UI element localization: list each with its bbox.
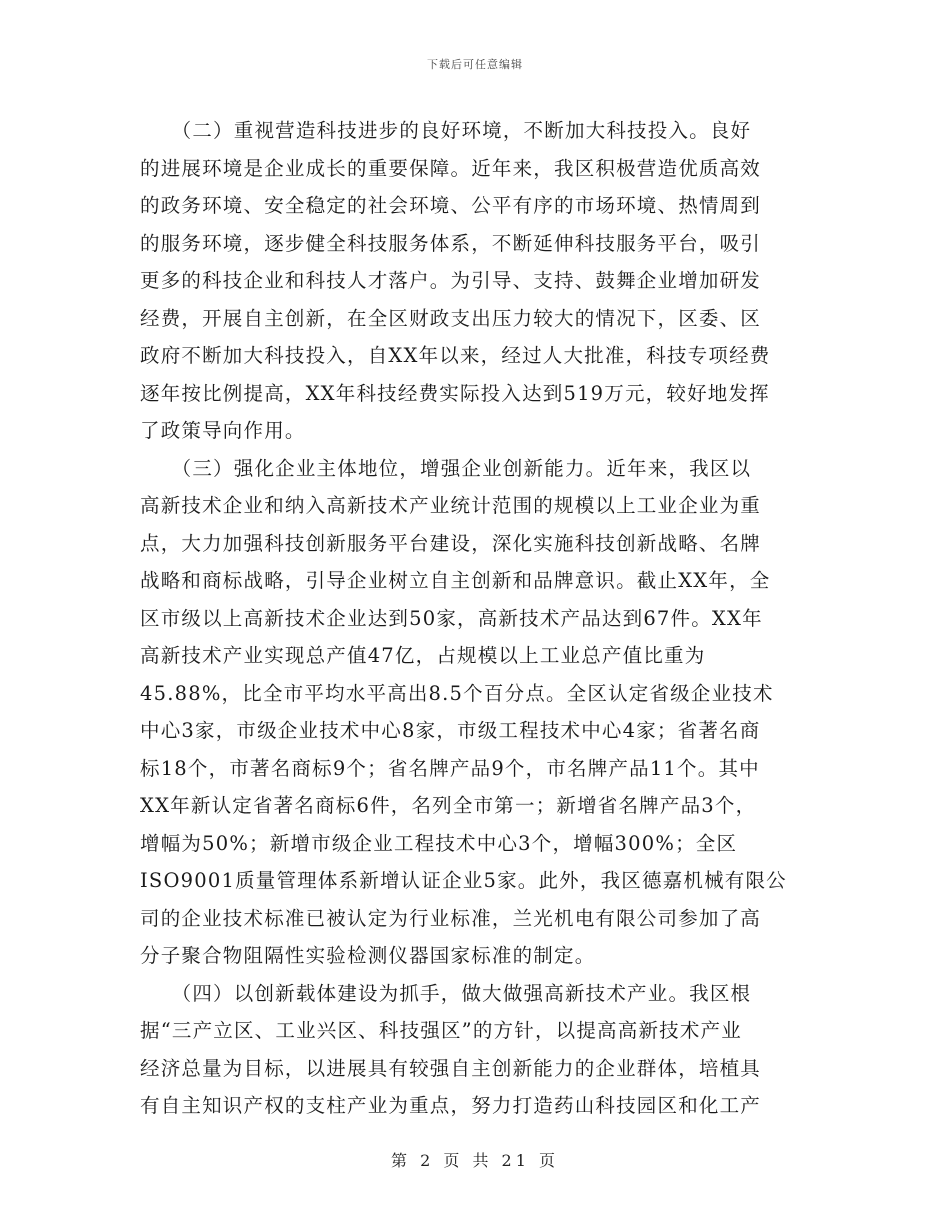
text-line: 更多的科技企业和科技人才落户。为引导、支持、鼓舞企业增加研发 (140, 269, 762, 292)
text-line: （三）强化企业主体地位，增强企业创新能力。近年来，我区以 (140, 456, 752, 480)
text-line: 分子聚合物阻隔性实验检测仪器国家标准的制定。 (140, 944, 596, 967)
page-header-note: 下载后可任意编辑 (427, 58, 523, 71)
text-line: 的服务环境，逐步健全科技服务体系，不断延伸科技服务平台，吸引 (140, 231, 762, 255)
text-line: 区市级以上高新技术企业达到50家，高新技术产品达到67件。XX年 (140, 606, 763, 630)
page-number: 第 2 页 共 21 页 (391, 1151, 559, 1170)
text-line: 高新技术产业实现总产值47亿，占规模以上工业总产值比重为 (140, 644, 706, 667)
document-body (140, 112, 812, 1125)
text-line: 经费，开展自主创新，在全区财政支出压力较大的情况下，区委、区 (140, 306, 762, 330)
text-line: 据“三产立区、工业兴区、科技强区”的方针，以提高高新技术产业 (140, 1019, 742, 1042)
text-line: 有自主知识产权的支柱产业为重点，努力打造药山科技园区和化工产 (140, 1094, 762, 1117)
text-line: 经济总量为目标，以进展具有较强自主创新能力的企业群体，培植具 (140, 1056, 762, 1080)
text-line: 点，大力加强科技创新服务平台建设，深化实施科技创新战略、名牌 (140, 531, 762, 555)
text-line: 标18个，市著名商标9个；省名牌产品9个，市名牌产品11个。其中 (140, 756, 760, 780)
text-line: 战略和商标战略，引导企业树立自主创新和品牌意识。截止XX年，全 (140, 569, 771, 592)
text-line: 了政策导向作用。 (140, 419, 306, 442)
text-line: 政府不断加大科技投入，自XX年以来，经过人大批准，科技专项经费 (140, 344, 771, 367)
text-line: XX年新认定省著名商标6件，名列全市第一；新增省名牌产品3个， (140, 794, 757, 817)
paragraph-3 (140, 450, 812, 975)
text-line: 高新技术企业和纳入高新技术产业统计范围的规模以上工业企业为重 (140, 494, 762, 517)
text-line: （二）重视营造科技进步的良好环境，不断加大科技投入。良好 (140, 119, 752, 142)
text-line: 中心3家，市级企业技术中心8家，市级工程技术中心4家；省著名商 (140, 719, 761, 742)
text-line: 司的企业技术标准已被认定为行业标准，兰光机电有限公司参加了高 (140, 906, 762, 930)
text-line: ISO9001质量管理体系新增认证企业5家。此外，我区德嘉机械有限公 (140, 869, 787, 892)
text-line: 逐年按比例提高，XX年科技经费实际投入达到519万元，较好地发挥 (140, 381, 770, 405)
text-line: （四）以创新载体建设为抓手，做大做强高新技术产业。我区根 (140, 981, 752, 1005)
paragraph-4 (140, 975, 812, 1125)
text-line: 增幅为50%；新增市级企业工程技术中心3个，增幅300%；全区 (140, 831, 738, 855)
paragraph-2 (140, 112, 812, 450)
text-line: 的进展环境是企业成长的重要保障。近年来，我区积极营造优质高效 (140, 156, 762, 180)
text-line: 的政务环境、安全稳定的社会环境、公平有序的市场环境、热情周到 (140, 194, 762, 217)
text-line: 45.88%，比全市平均水平高出8.5个百分点。全区认定省级企业技术 (140, 681, 774, 705)
